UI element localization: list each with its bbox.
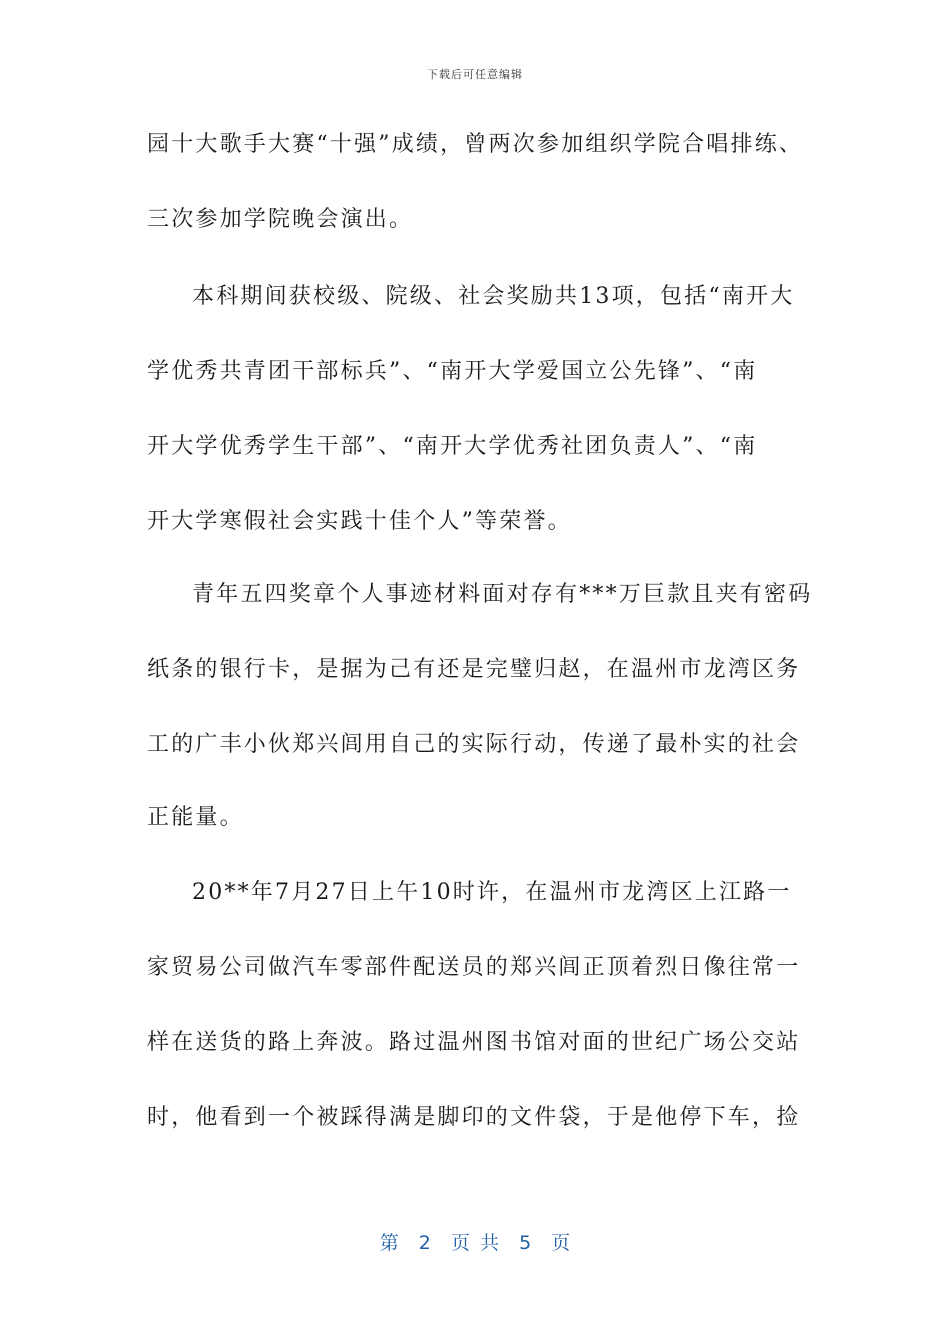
text-line: 开大学优秀学生干部”、“南开大学优秀社团负责人”、“南 [147, 434, 758, 459]
text-line: 三次参加学院晚会演出。 [147, 207, 414, 232]
text-line: 20**年7月27日上午10时许，在温州市龙湾区上江路一 [192, 880, 792, 905]
text-line: 正能量。 [147, 805, 244, 830]
text-line: 工的广丰小伙郑兴闾用自己的实际行动，传递了最朴实的社会 [147, 732, 801, 757]
text-line: 本科期间获校级、院级、社会奖励共13项，包括“南开大 [192, 284, 795, 309]
text-line: 纸条的银行卡，是据为己有还是完璧归赵，在温州市龙湾区务 [147, 657, 801, 682]
text-line: 青年五四奖章个人事迹材料面对存有***万巨款且夹有密码 [192, 582, 813, 607]
text-line: 样在送货的路上奔波。路过温州图书馆对面的世纪广场公交站 [147, 1030, 801, 1055]
page-number: 第 2 页 共 5 页 [379, 1232, 571, 1254]
text-line: 家贸易公司做汽车零部件配送员的郑兴闾正顶着烈日像往常一 [147, 955, 801, 980]
text-line: 学优秀共青团干部标兵”、“南开大学爱国立公先锋”、“南 [147, 359, 758, 384]
text-line: 开大学寒假社会实践十佳个人”等荣誉。 [147, 509, 572, 534]
text-line: 园十大歌手大赛“十强”成绩，曾两次参加组织学院合唱排练、 [147, 132, 804, 157]
page-header-note: 下载后可任意编辑 [427, 68, 523, 81]
text-line: 时，他看到一个被踩得满是脚印的文件袋，于是他停下车，捡 [147, 1105, 801, 1130]
